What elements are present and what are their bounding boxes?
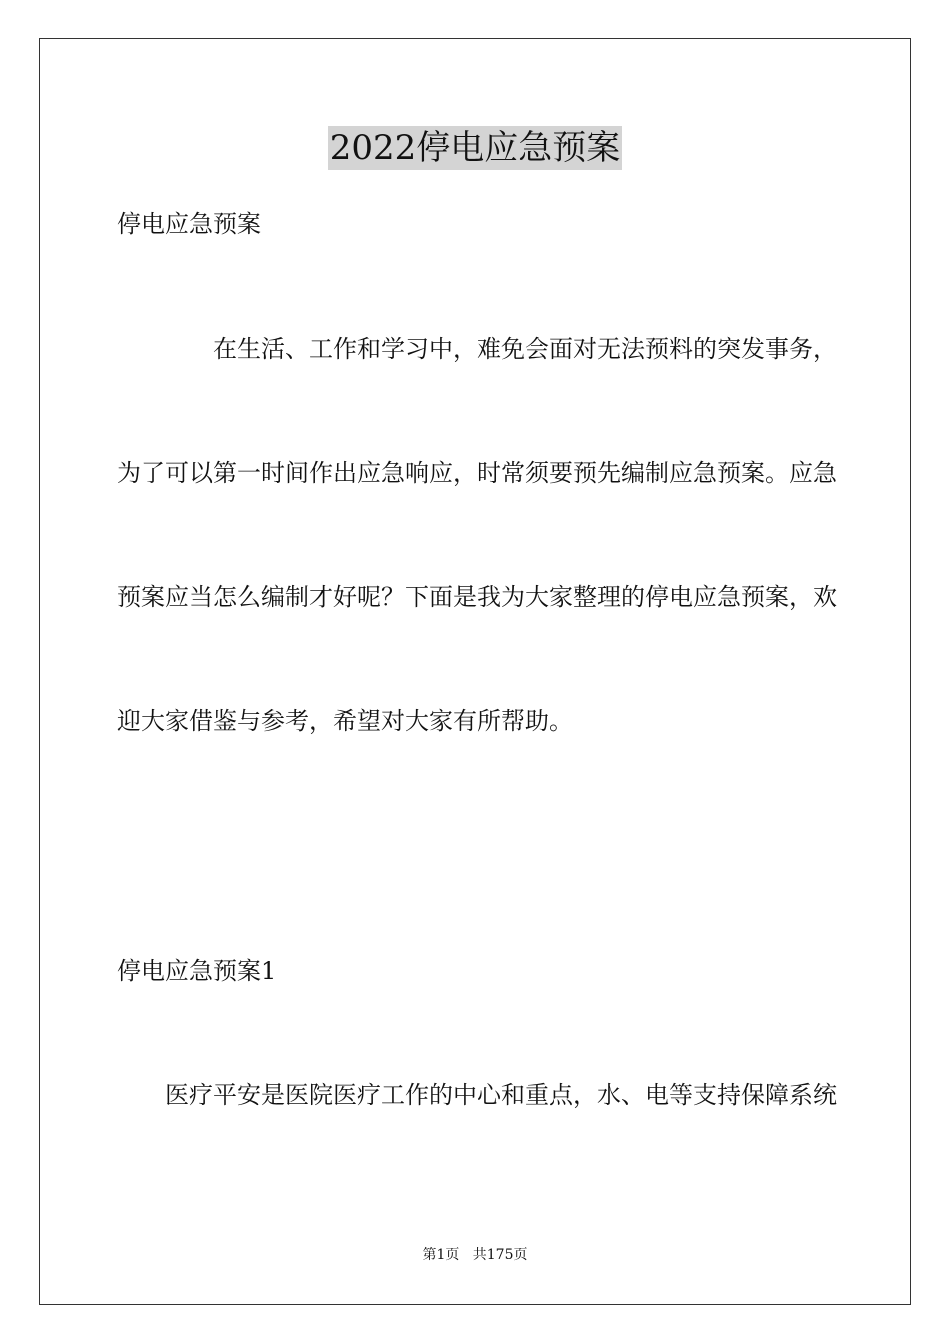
document-heading: 停电应急预案 <box>117 210 261 238</box>
intro-paragraph-line-3: 预案应当怎么编制才好呢？下面是我为大家整理的停电应急预案，欢 <box>117 583 837 611</box>
intro-paragraph-line-1: 在生活、工作和学习中，难免会面对无法预料的突发事务， <box>213 335 837 363</box>
document-title: 2022停电应急预案 <box>329 128 621 168</box>
section-1-paragraph-line-1: 医疗平安是医院医疗工作的中心和重点，水、电等支持保障系统 <box>165 1081 837 1109</box>
section-heading-1: 停电应急预案1 <box>117 957 277 985</box>
page-number: 第1页 <box>422 1247 460 1263</box>
page-footer <box>0 1245 950 1265</box>
total-pages: 共175页 <box>472 1247 528 1263</box>
intro-paragraph-line-2: 为了可以第一时间作出应急响应，时常须要预先编制应急预案。应急 <box>117 459 837 487</box>
title-container <box>0 126 950 170</box>
intro-paragraph-line-4: 迎大家借鉴与参考，希望对大家有所帮助。 <box>117 707 573 735</box>
